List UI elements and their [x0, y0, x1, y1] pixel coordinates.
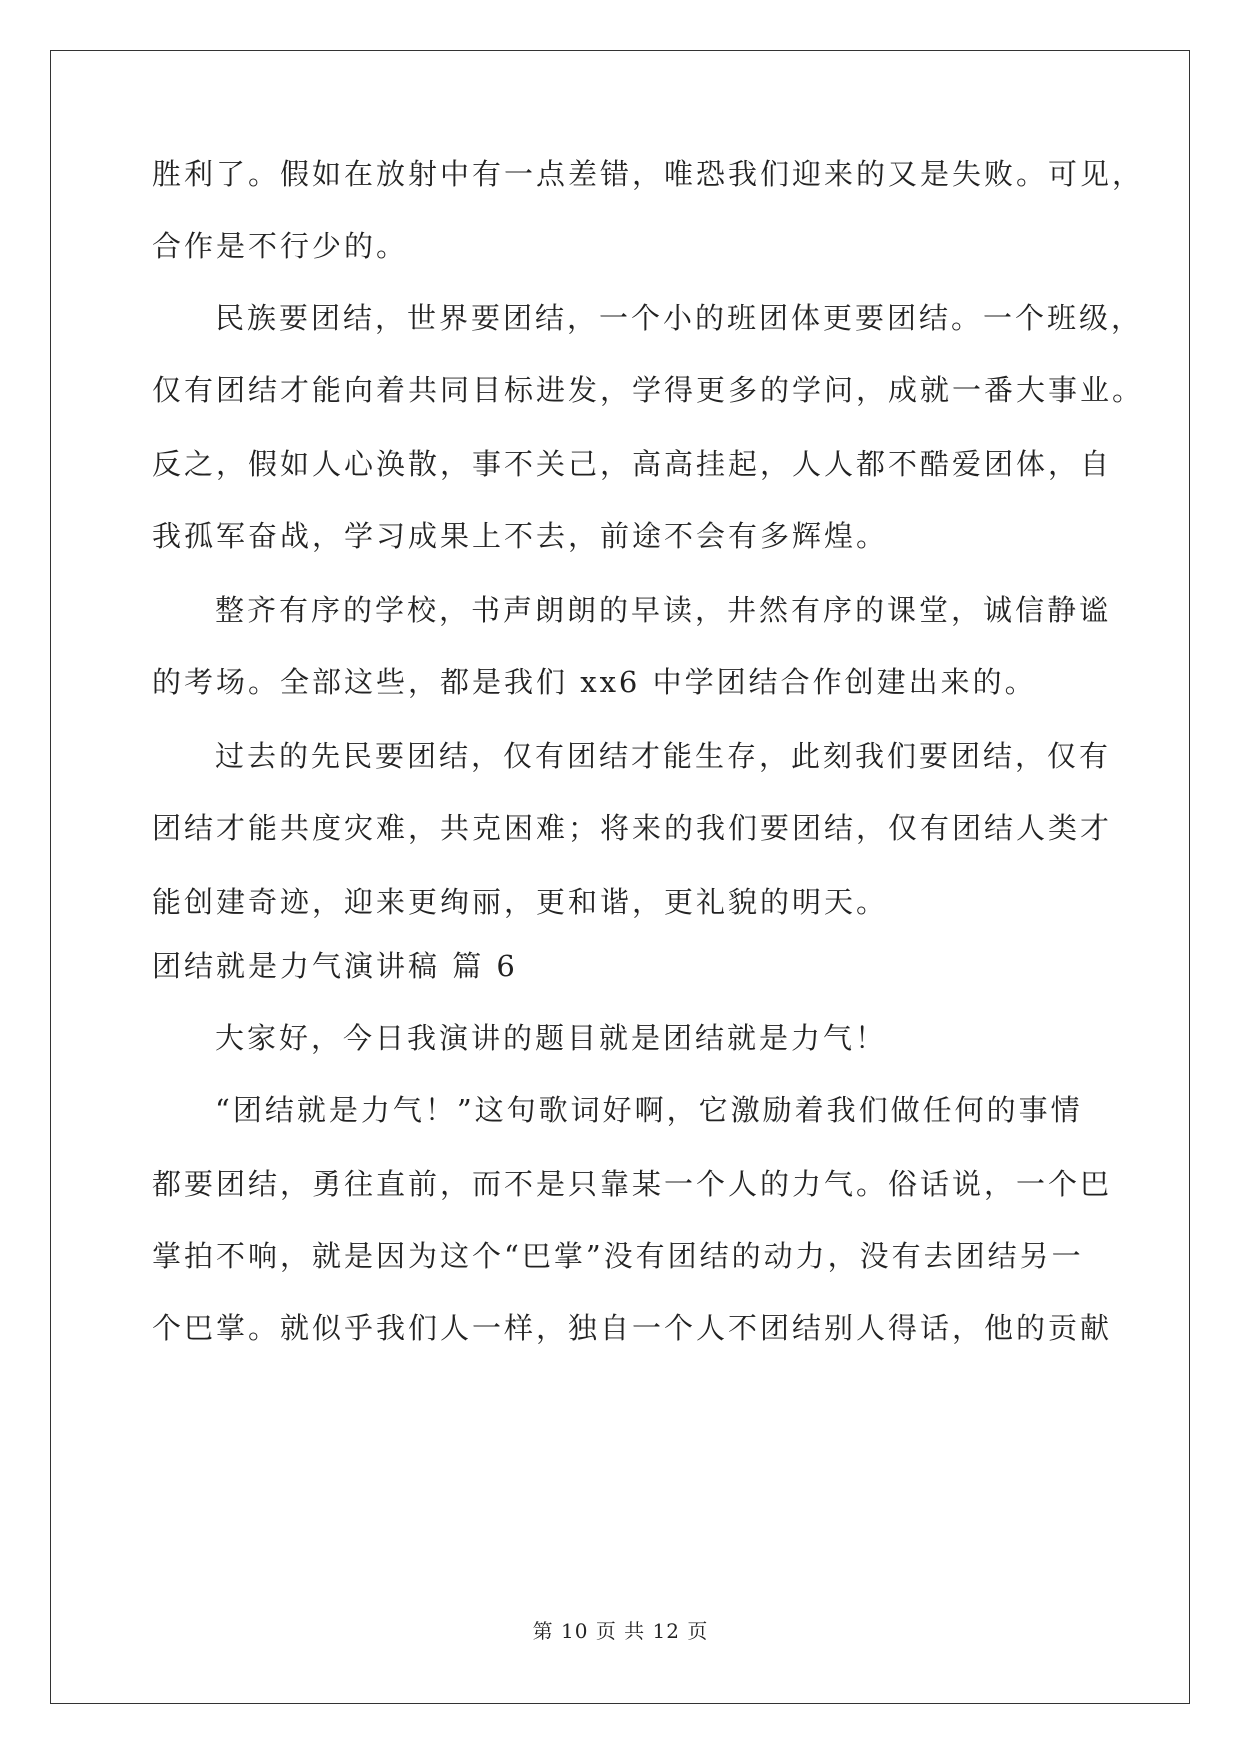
text-line: 大家好，今日我演讲的题目就是团结就是力气！: [215, 1021, 888, 1055]
page-border: [50, 50, 1190, 1704]
text-line: 合作是不行少的。: [152, 229, 409, 263]
text-line: 整齐有序的学校，书声朗朗的早读，井然有序的课堂，诚信静谧: [215, 593, 1112, 627]
text-line: 都要团结，勇往直前，而不是只靠某一个人的力气。俗话说，一个巴: [152, 1167, 1113, 1201]
text-line: “团结就是力气！”这句歌词好啊，它激励着我们做任何的事情: [215, 1093, 1083, 1127]
text-line: 团结才能共度灾难，共克困难；将来的我们要团结，仅有团结人类才: [152, 811, 1113, 845]
text-line: 反之，假如人心涣散，事不关己，高高挂起，人人都不酷爱团体，自: [152, 447, 1113, 481]
text-line: 的考场。全部这些，都是我们 xx6 中学团结合作创建出来的。: [152, 665, 1037, 699]
text-line: 我孤军奋战，学习成果上不去，前途不会有多辉煌。: [152, 519, 889, 553]
text-line: 仅有团结才能向着共同目标进发，学得更多的学问，成就一番大事业。: [152, 373, 1145, 407]
text-line: 民族要团结，世界要团结，一个小的班团体更要团结。一个班级，: [215, 301, 1144, 335]
text-line: 个巴掌。就似乎我们人一样，独自一个人不团结别人得话，他的贡献: [152, 1311, 1113, 1345]
text-line: 胜利了。假如在放射中有一点差错，唯恐我们迎来的又是失败。可见，: [152, 157, 1145, 191]
text-line: 能创建奇迹，迎来更绚丽，更和谐，更礼貌的明天。: [152, 885, 889, 919]
text-line: 过去的先民要团结，仅有团结才能生存，此刻我们要团结，仅有: [215, 739, 1112, 773]
text-line: 掌拍不响，就是因为这个“巴掌”没有团结的动力，没有去团结另一: [152, 1239, 1084, 1273]
page-number-footer: 第 10 页 共 12 页: [532, 1619, 709, 1643]
section-heading: 团结就是力气演讲稿 篇 6: [152, 949, 518, 983]
